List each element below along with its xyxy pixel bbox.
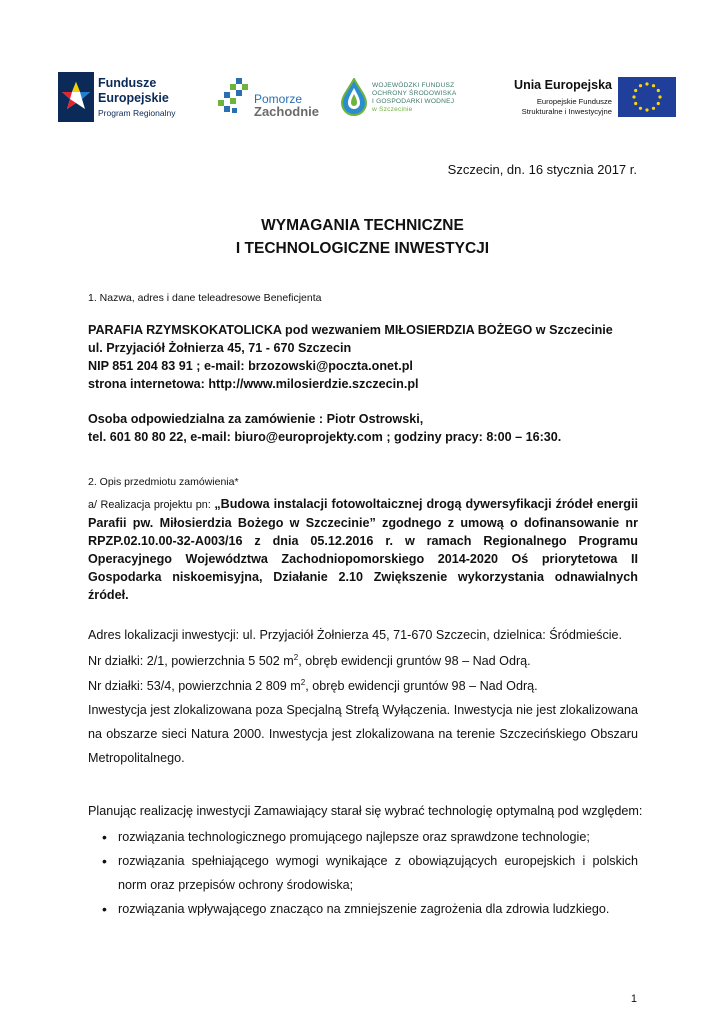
project-title: „Budowa instalacji fotowoltaicznej drogą dywersyfikacji źródeł energii Parafii pw. Miłosierdzia Bożego w Szczecinie” zgodnego z umową o dofinansowanie nr RPZP.02.10.00-32-A003/16 z dnia 05.12.2016 r. w ramach Regionalnego Programu Operacyjnego Województwa Zachodniopomorskiego 2014-2020 Oś priorytetowa II Gospodarka niskoemisyjna, Działanie 2.10 Zwiększenie wykorzystania odnawialnych źródeł. (88, 497, 639, 602)
title-line2: I TECHNOLOGICZNE INWESTYCJI (235, 240, 490, 257)
contact-details: tel. 601 80 80 22, e-mail: biuro@europrojekty.com ; godziny pracy: 8:00 – 16:30. (88, 430, 562, 444)
plot-1-rest: , obręb ewidencji gruntów 98 – Nad Odrą. (298, 654, 531, 669)
beneficiary-nip-email: NIP 851 204 83 91 ; e-mail: brzozowski@poczta.onet.pl (88, 359, 413, 373)
contact-block (88, 410, 648, 446)
wfosigw-logo (340, 66, 480, 130)
fe-star-icon (58, 72, 94, 122)
plot-2-text: Nr działki: 53/4, powierzchnia 2 809 m (88, 679, 301, 694)
title-line1: WYMAGANIA TECHNICZNE (261, 217, 464, 234)
document-title (0, 214, 725, 260)
pz-pixel-icon (218, 78, 252, 118)
eu-flag-icon (618, 77, 676, 117)
criteria-list (88, 825, 638, 921)
fe-title-line2: Europejskie (98, 91, 169, 105)
unia-europejska-logo (486, 66, 676, 130)
list-item: • rozwiązania spełniającego wymogi wynikające z obowiązujących europejskich i polskich norm oraz przepisów ochrony środowiska; (88, 849, 638, 897)
pomorze-zachodnie-logo (216, 66, 326, 130)
list-item: • rozwiązania wpływającego znacząco na zmniejszenie zagrożenia dla zdrowia ludzkiego. (88, 897, 638, 921)
wf-line4: w Szczecinie (372, 106, 413, 113)
investment-address: Adres lokalizacji inwestycji: ul. Przyjaciół Żołnierza 45, 71-670 Szczecin, dzielnica: Śródmieście. (88, 628, 623, 642)
beneficiary-address: ul. Przyjaciół Żołnierza 45, 71 - 670 Szczecin (88, 341, 352, 355)
wf-line2: OCHRONY ŚRODOWISKA (372, 90, 457, 97)
plot-2-rest: , obręb ewidencji gruntów 98 – Nad Odrą. (305, 679, 538, 694)
ue-title: Unia Europejska (514, 78, 612, 92)
location-paragraph: Inwestycja jest zlokalizowana poza Specjalną Strefą Wyłączenia. Inwestycja nie jest zlokalizowana na obszarze sieci Natura 2000. Inwestycja jest zlokalizowana na terenie Szczecińskiego Obszaru Metropolitalnego. (88, 703, 638, 765)
planning-intro: Planując realizację inwestycji Zamawiający starał się wybrać technologię optymalną pod względem: (88, 804, 643, 818)
wf-line1: WOJEWÓDZKI FUNDUSZ (372, 82, 455, 89)
list-item: • rozwiązania technologicznego promującego najlepsze oraz sprawdzone technologie; (88, 825, 638, 849)
ue-subtitle-line2: Strukturalne i Inwestycyjne (521, 107, 612, 116)
pz-line1: Pomorze (254, 92, 303, 106)
pz-line2: Zachodnie (254, 104, 320, 119)
page-number: 1 (630, 993, 637, 1005)
project-intro: a/ Realizacja projektu pn: (88, 499, 215, 511)
plot-2-sup: 2 (300, 678, 306, 687)
plot-1-sup: 2 (293, 653, 299, 662)
beneficiary-name: PARAFIA RZYMSKOKATOLICKA pod wezwaniem MIŁOSIERDZIA BOŻEGO w Szczecinie (88, 323, 613, 337)
project-description (88, 495, 638, 604)
fe-subtitle: Program Regionalny (98, 108, 176, 118)
contact-person: Osoba odpowiedzialna za zamówienie : Piotr Ostrowski, (88, 412, 424, 426)
beneficiary-website: strona internetowa: http://www.milosierdzie.szczecin.pl (88, 377, 419, 391)
plot-2 (88, 678, 538, 693)
water-drop-icon (340, 78, 368, 116)
section1-heading: 1. Nazwa, adres i dane teleadresowe Beneficjenta (88, 292, 322, 304)
section2-heading: 2. Opis przedmiotu zamówienia* (88, 476, 239, 488)
document-date: Szczecin, dn. 16 stycznia 2017 r. (447, 162, 637, 177)
ue-subtitle-line1: Europejskie Fundusze (536, 97, 612, 106)
logo-bar (56, 66, 676, 130)
fundusze-europejskie-logo (56, 66, 196, 130)
beneficiary-block (88, 321, 648, 393)
wf-line3: I GOSPODARKI WODNEJ (372, 98, 455, 105)
fe-title-line1: Fundusze (98, 76, 157, 90)
plot-1-text: Nr działki: 2/1, powierzchnia 5 502 m (88, 654, 294, 669)
plot-1 (88, 653, 531, 668)
